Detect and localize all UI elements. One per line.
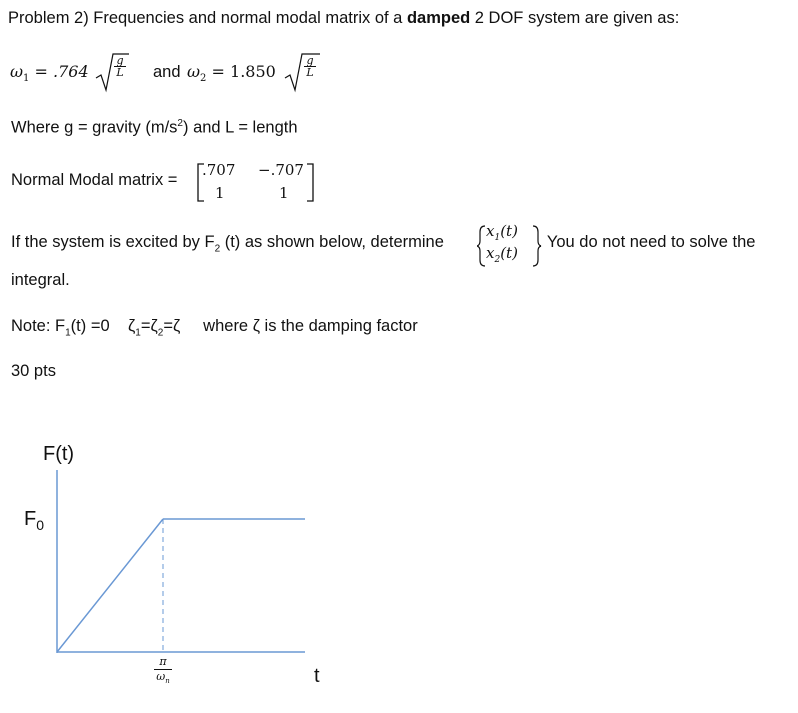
excite-pre: If the system is excited by F (11, 233, 215, 251)
where-line (11, 118, 298, 138)
excite-text (11, 233, 444, 254)
vector-x2 (486, 244, 518, 265)
where-sup: 2 (177, 118, 183, 129)
vector-x1 (486, 222, 518, 243)
excite-post: . You do not need to solve the (538, 233, 756, 251)
omega1-sub: 1 (23, 73, 30, 85)
x2-arg: (t) (500, 244, 518, 262)
omega2-symbol: ω (187, 62, 201, 81)
matrix-m12: −.707 (258, 161, 304, 179)
matrix-m22: 1 (279, 184, 289, 202)
x1-sub: 1 (494, 233, 501, 243)
problem-title (8, 9, 679, 28)
modal-label: Normal Modal matrix = (11, 171, 178, 189)
where-post: ) and L = length (182, 118, 298, 137)
and-text: and (153, 63, 181, 81)
x2-symbol: x (486, 244, 495, 262)
f0-sub: 0 (36, 517, 45, 533)
note-line (11, 317, 418, 338)
zeta2-sub: 2 (157, 327, 164, 339)
note-f-sub: 1 (65, 327, 71, 339)
graph-f0-label (24, 508, 44, 533)
frac1-num: g (116, 54, 124, 67)
matrix-m21: 1 (215, 184, 225, 202)
title-post: 2 DOF system are given as: (470, 9, 680, 27)
omega2-fraction (304, 55, 316, 78)
pi-label: π (159, 655, 167, 668)
x1-symbol: x (486, 222, 495, 240)
x2-sub: 2 (494, 255, 501, 265)
frac2-num: g (306, 54, 314, 67)
points-text: 30 pts (11, 362, 56, 380)
matrix-bracket-right-icon (305, 161, 317, 205)
excite-line2: integral. (11, 271, 70, 289)
zeta-eq2: =ζ (163, 317, 181, 335)
note-where: where ζ is the damping factor (203, 317, 418, 335)
zeta-symbol: ζ (128, 317, 136, 335)
omega2-expression (187, 62, 276, 84)
note-text: Note: F (11, 317, 66, 335)
x1-arg: (t) (500, 222, 518, 240)
omega-n-label: $\omega_n$ (156, 670, 170, 686)
omega1-expression (10, 62, 89, 84)
omega1-value: = .764 (34, 62, 89, 81)
omega1-fraction (114, 55, 126, 78)
zeta1-sub: 1 (135, 327, 141, 339)
frac2-den: L (306, 66, 314, 79)
graph-t-label: t (314, 665, 320, 687)
where-pre: Where g = gravity (m/s (11, 118, 178, 137)
pi-over-omega-label (154, 655, 172, 688)
ramp-line (57, 519, 163, 652)
excite-sub: 2 (214, 243, 221, 255)
omega2-sub: 2 (200, 73, 207, 85)
excite-mid: (t) as shown below, determine (220, 233, 444, 251)
graph-y-label: F(t) (43, 443, 75, 465)
frac1-den: L (116, 66, 124, 79)
f0-main: F (24, 508, 37, 530)
matrix-m11: .707 (202, 161, 236, 179)
title-pre: Problem 2) Frequencies and normal modal matrix of a (8, 9, 407, 27)
title-bold: damped (406, 9, 471, 27)
zeta-eq1: =ζ (140, 317, 158, 335)
omega2-value: = 1.850 (211, 62, 276, 81)
note-f-rest: (t) =0 (70, 317, 110, 335)
omega1-symbol: ω (10, 62, 24, 81)
